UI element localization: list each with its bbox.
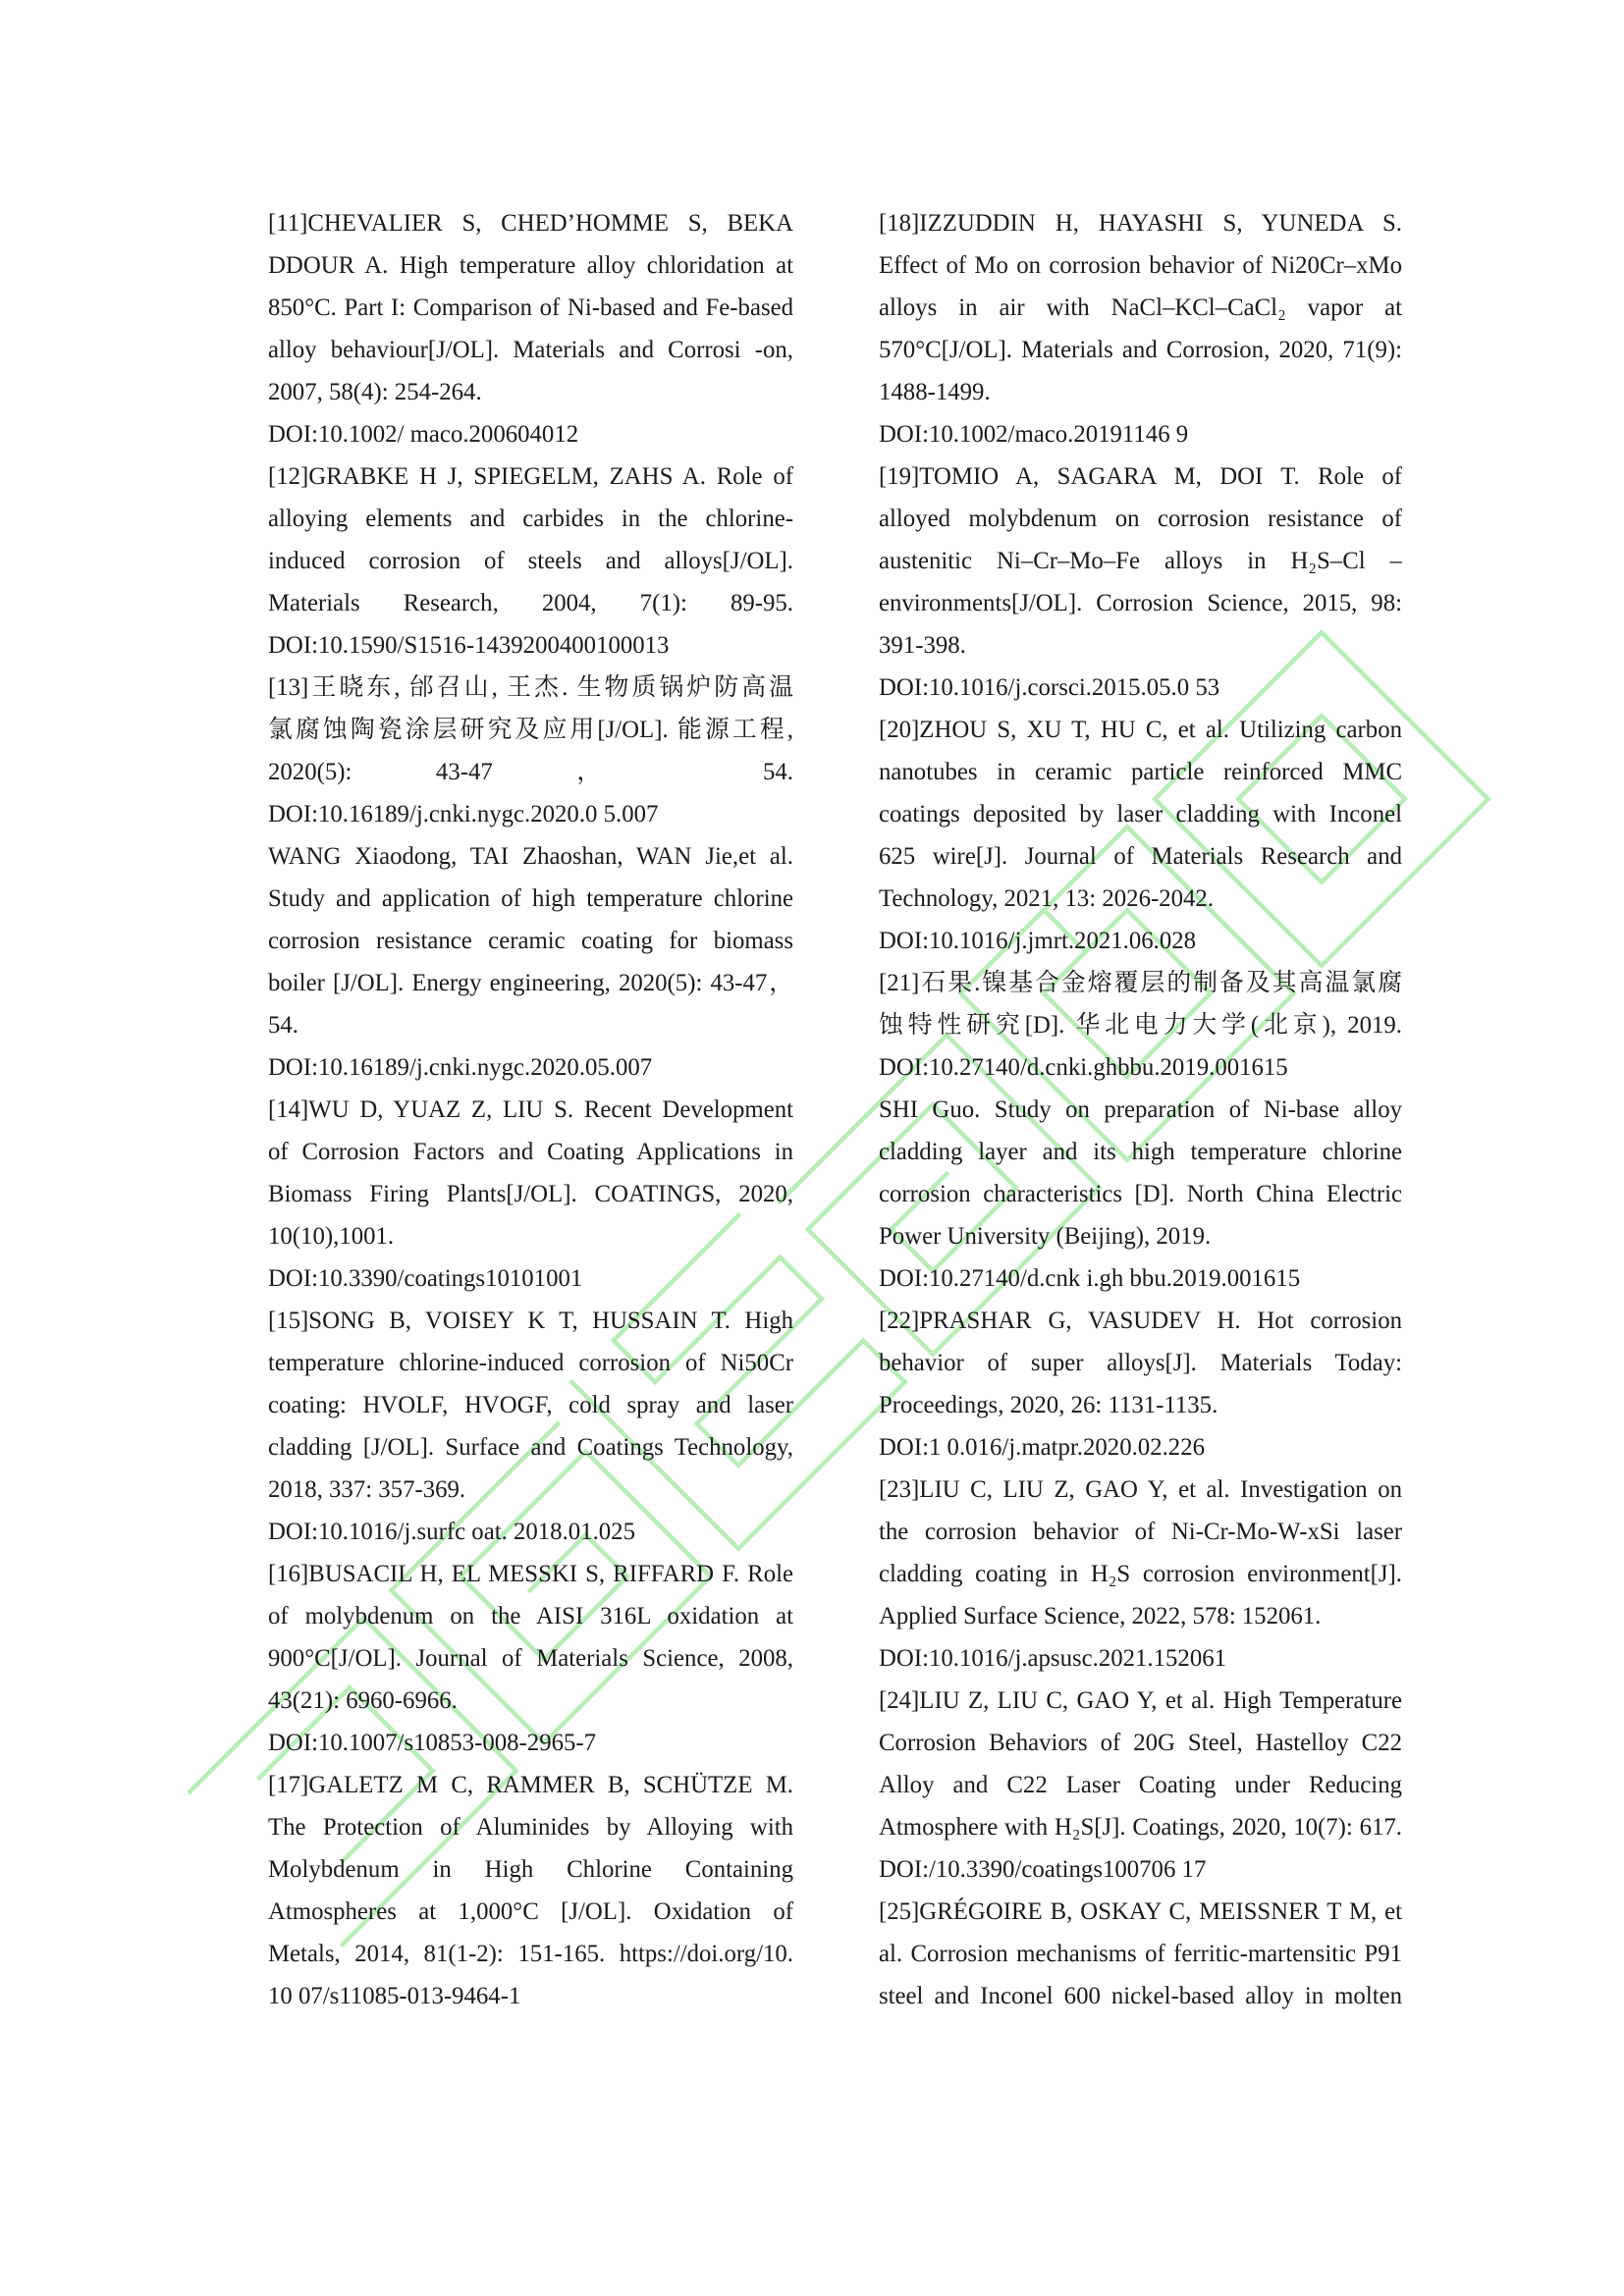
reference-line: Study and application of high temperature chlorine — [268, 885, 793, 912]
reference-line: DOI:10.16189/j.cnki.nygc.2020.0 5.007 — [268, 801, 659, 828]
reference-line: alloying elements and carbides in the chlorine- — [268, 506, 793, 532]
reference-line: Materials Research, 2004, 7(1): 89-95. — [268, 590, 793, 616]
reference-line: cladding [J/OL]. Surface and Coatings Technology, — [268, 1434, 793, 1461]
reference-line: [14]WU D, YUAZ Z, LIU S. Recent Development — [268, 1096, 793, 1123]
reference-line: al. Corrosion mechanisms of ferritic-martensitic P91 — [879, 1941, 1402, 1967]
reference-line: of Corrosion Factors and Coating Applications in — [268, 1139, 793, 1165]
reference-entry — [268, 1553, 793, 1764]
reference-line: alloys in air with NaCl–KCl–CaCl₂ vapor at — [879, 294, 1402, 321]
reference-line: Biomass Firing Plants[J/OL]. COATINGS, 2020, — [268, 1181, 793, 1207]
reference-line: DOI:10.27140/d.cnk i.gh bbu.2019.001615 — [879, 1265, 1301, 1292]
reference-line: DDOUR A. High temperature alloy chloridation at — [268, 252, 793, 279]
reference-line: the corrosion behavior of Ni-Cr-Mo-W-xSi laser — [879, 1519, 1402, 1545]
reference-line: 570°C[J/OL]. Materials and Corrosion, 2020, 71(9): — [879, 337, 1402, 363]
reference-line: DOI:10.16189/j.cnki.nygc.2020.05.007 — [268, 1054, 653, 1081]
reference-line: [16]BUSACIL H, EL MESSKI S, RIFFARD F. Role — [268, 1561, 793, 1587]
reference-line: DOI:10.1016/j.jmrt.2021.06.028 — [879, 928, 1197, 954]
reference-line: Effect of Mo on corrosion behavior of Ni20Cr–xMo — [879, 252, 1402, 279]
reference-line: coating: HVOLF, HVOGF, cold spray and laser — [268, 1392, 793, 1418]
reference-line: Atmospheres at 1,000°C [J/OL]. Oxidation of — [268, 1898, 793, 1925]
reference-line: [22]PRASHAR G, VASUDEV H. Hot corrosion — [879, 1308, 1402, 1334]
reference-line: Proceedings, 2020, 26: 1131-1135. — [879, 1392, 1218, 1418]
reference-line: Molybdenum in High Chlorine Containing — [268, 1856, 793, 1883]
reference-line: 2020(5): 43-47 ， 54. — [268, 759, 793, 785]
reference-line: boiler [J/OL]. Energy engineering, 2020(5): 43-47， — [268, 970, 793, 996]
reference-entry — [879, 1891, 1402, 2017]
reference-line: [25]GRÉGOIRE B, OSKAY C, MEISSNER T M, et — [879, 1898, 1402, 1925]
reference-line: [18]IZZUDDIN H, HAYASHI S, YUNEDA S. — [879, 210, 1402, 237]
reference-line: 900°C[J/OL]. Journal of Materials Science, 2008, — [268, 1645, 793, 1672]
reference-line: [11]CHEVALIER S, CHED’HOMME S, BEKA — [268, 210, 793, 237]
reference-entry — [268, 1764, 793, 2017]
reference-line: alloy behaviour[J/OL]. Materials and Corrosi -on, — [268, 337, 793, 363]
reference-line: [12]GRABKE H J, SPIEGELM, ZAHS A. Role of — [268, 463, 793, 490]
reference-line: 1488-1499. — [879, 379, 991, 405]
reference-entry — [879, 202, 1402, 455]
reference-line: corrosion resistance ceramic coating for biomass — [268, 928, 793, 954]
reference-line: 蚀特性研究[D]. 华北电力大学(北京), 2019. — [879, 1012, 1402, 1039]
reference-entry — [879, 455, 1402, 709]
reference-line: 43(21): 6960-6966. — [268, 1687, 458, 1714]
reference-line: 10 07/s11085-013-9464-1 — [268, 1983, 521, 2009]
reference-entry — [879, 1468, 1402, 1680]
reference-line: DOI:/10.3390/coatings100706 17 — [879, 1856, 1207, 1883]
reference-line: induced corrosion of steels and alloys[J/OL]. — [268, 548, 793, 574]
reference-entry — [268, 202, 793, 455]
reference-line: 625 wire[J]. Journal of Materials Research and — [879, 843, 1402, 870]
reference-line: 850°C. Part I: Comparison of Ni-based and Fe-based — [268, 294, 793, 321]
reference-line: steel and Inconel 600 nickel-based alloy in molten — [879, 1983, 1402, 2009]
reference-line: [23]LIU C, LIU Z, GAO Y, et al. Investigation on — [879, 1476, 1402, 1503]
reference-line: DOI:10.1002/maco.20191146 9 — [879, 421, 1189, 448]
reference-line: corrosion characteristics [D]. North China Electric — [879, 1181, 1402, 1207]
reference-entry — [268, 667, 793, 1089]
reference-line: coatings deposited by laser cladding with Inconel — [879, 801, 1402, 828]
reference-line: DOI:1 0.016/j.matpr.2020.02.226 — [879, 1434, 1205, 1461]
reference-line: [17]GALETZ M C, RAMMER B, SCHÜTZE M. — [268, 1772, 793, 1798]
reference-line: DOI:10.1590/S1516-1439200400100013 — [268, 632, 670, 659]
reference-line: 2018, 337: 357-369. — [268, 1476, 466, 1503]
reference-entry — [268, 1089, 793, 1300]
reference-line: DOI:10.1016/j.corsci.2015.05.0 53 — [879, 674, 1220, 701]
reference-entry — [879, 709, 1402, 962]
reference-entry — [879, 1300, 1402, 1468]
reference-line: [15]SONG B, VOISEY K T, HUSSAIN T. High — [268, 1308, 793, 1334]
reference-line: [19]TOMIO A, SAGARA M, DOI T. Role of — [879, 463, 1402, 490]
reference-line: Alloy and C22 Laser Coating under Reducing — [879, 1772, 1402, 1798]
reference-line: Metals, 2014, 81(1-2): 151-165. https://doi.org/10. — [268, 1941, 793, 1967]
reference-line: 54. — [268, 1012, 298, 1039]
reference-line: Applied Surface Science, 2022, 578: 152061. — [879, 1603, 1322, 1629]
reference-line: DOI:10.1016/j.apsusc.2021.152061 — [879, 1645, 1227, 1672]
reference-line: behavior of super alloys[J]. Materials Today: — [879, 1350, 1402, 1376]
reference-line: environments[J/OL]. Corrosion Science, 2015, 98: — [879, 590, 1402, 616]
reference-line: 10(10),1001. — [268, 1223, 395, 1250]
reference-entry — [879, 1680, 1402, 1891]
reference-line: DOI:10.1007/s10853-008-2965-7 — [268, 1730, 597, 1756]
reference-line: 氯腐蚀陶瓷涂层研究及应用[J/OL]. 能源工程, — [268, 717, 793, 743]
reference-line: SHI Guo. Study on preparation of Ni-base alloy — [879, 1096, 1402, 1123]
reference-line: austenitic Ni–Cr–Mo–Fe alloys in H₂S–Cl – — [879, 548, 1402, 574]
reference-entry — [879, 962, 1402, 1300]
reference-line: 391-398. — [879, 632, 966, 659]
reference-line: Technology, 2021, 13: 2026-2042. — [879, 885, 1215, 912]
reference-line: cladding layer and its high temperature chlorine — [879, 1139, 1402, 1165]
reference-line: of molybdenum on the AISI 316L oxidation at — [268, 1603, 793, 1629]
reference-line: DOI:10.1002/ maco.200604012 — [268, 421, 579, 448]
reference-line: DOI:10.27140/d.cnki.ghbbu.2019.001615 — [879, 1054, 1288, 1081]
reference-line: Atmosphere with H₂S[J]. Coatings, 2020, 10(7): 617. — [879, 1814, 1402, 1841]
reference-line: DOI:10.1016/j.surfc oat. 2018.01.025 — [268, 1519, 635, 1545]
references-column-right — [879, 202, 1402, 2017]
reference-line: temperature chlorine-induced corrosion of Ni50Cr — [268, 1350, 793, 1376]
reference-line: DOI:10.3390/coatings10101001 — [268, 1265, 583, 1292]
reference-line: The Protection of Aluminides by Alloying with — [268, 1814, 793, 1841]
reference-line: Corrosion Behaviors of 20G Steel, Hastelloy C22 — [879, 1730, 1402, 1756]
references-column-left — [268, 202, 793, 2017]
reference-line: [20]ZHOU S, XU T, HU C, et al. Utilizing carbon — [879, 717, 1402, 743]
reference-line: Power University (Beijing), 2019. — [879, 1223, 1212, 1250]
reference-line: [13]王晓东, 邰召山, 王杰. 生物质锅炉防高温 — [268, 674, 793, 701]
reference-entry — [268, 1300, 793, 1553]
reference-entry — [268, 455, 793, 667]
reference-line: [24]LIU Z, LIU C, GAO Y, et al. High Temperature — [879, 1687, 1402, 1714]
reference-line: 2007, 58(4): 254-264. — [268, 379, 482, 405]
reference-line: [21]石果.镍基合金熔覆层的制备及其高温氯腐 — [879, 970, 1402, 996]
reference-line: cladding coating in H₂S corrosion environment[J]. — [879, 1561, 1402, 1587]
reference-line: WANG Xiaodong, TAI Zhaoshan, WAN Jie,et al. — [268, 843, 793, 870]
reference-line: nanotubes in ceramic particle reinforced MMC — [879, 759, 1402, 785]
reference-line: alloyed molybdenum on corrosion resistance of — [879, 506, 1402, 532]
